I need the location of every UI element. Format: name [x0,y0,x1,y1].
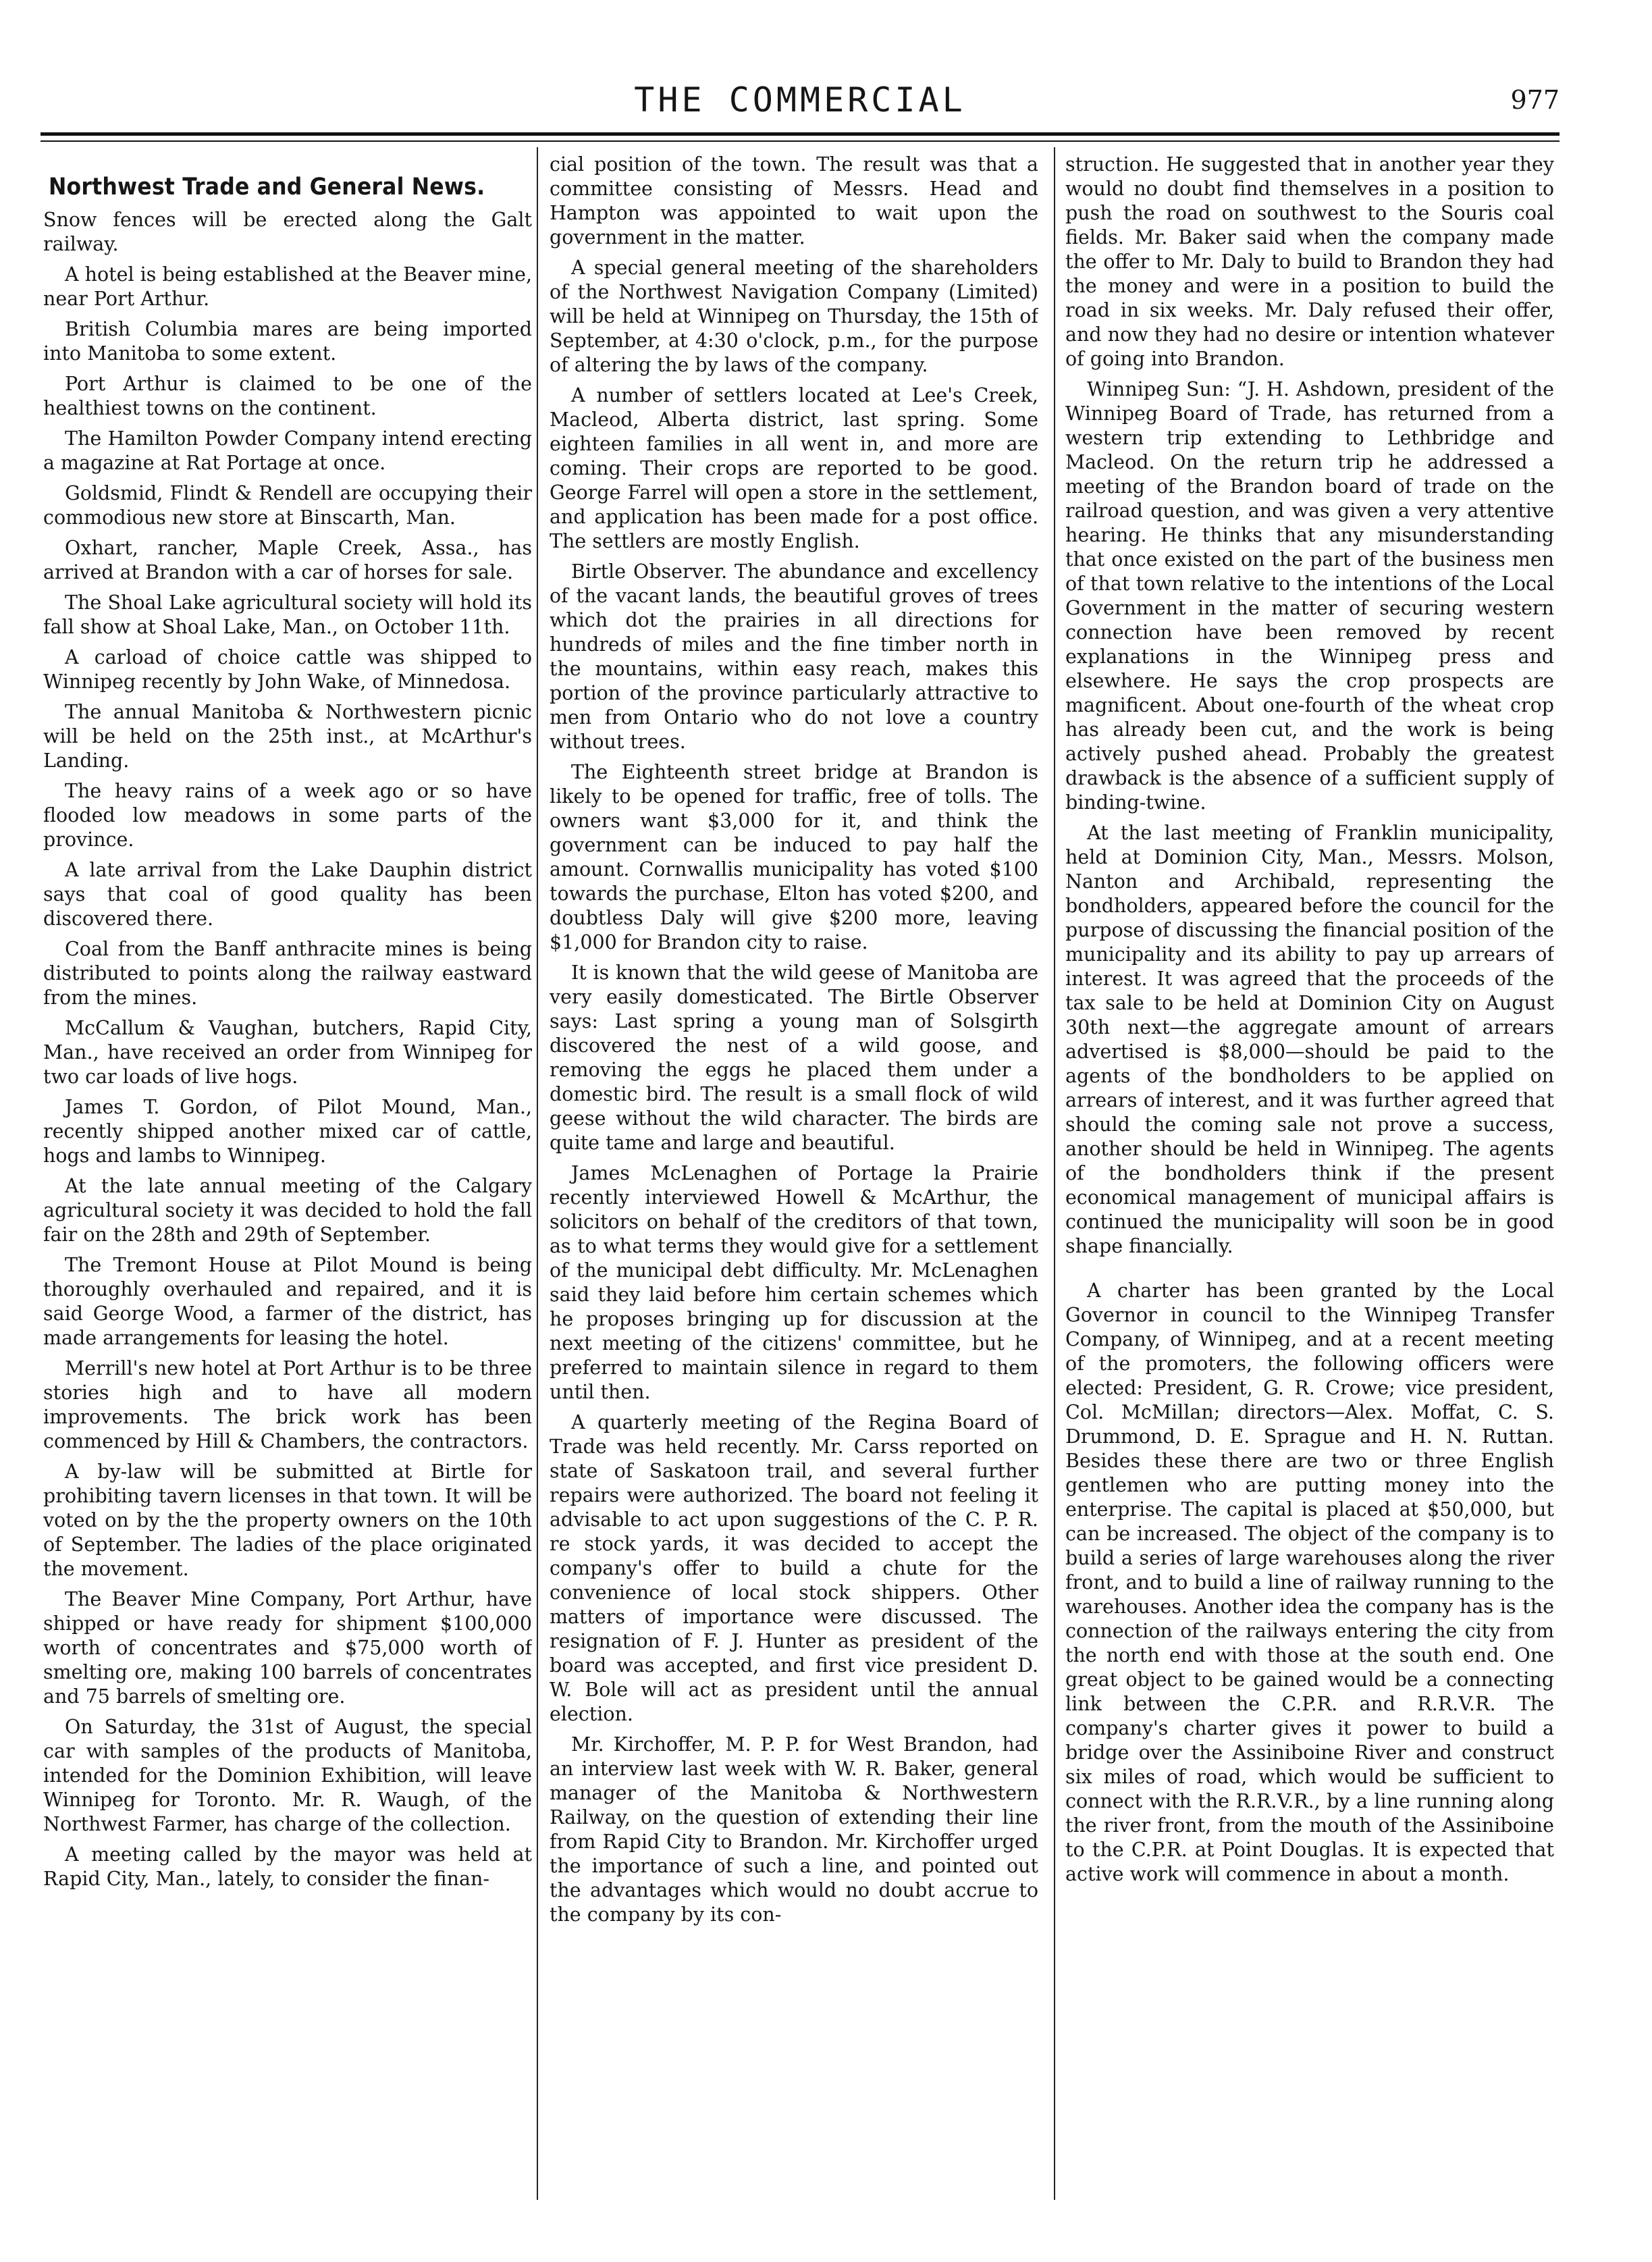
news-item: On Saturday, the 31st of August, the special car with samples of the products of Manitoba, intended for the Dominion Exhibition, will leave Winnipeg for Toronto. Mr. R. Waugh, of the Northwest Farmer, has charge of the collection. [43,1716,532,1835]
column-2 [550,153,1038,2232]
column-divider [537,147,538,2200]
news-item: The Shoal Lake agricultural society will hold its fall show at Shoal Lake, Man., on October 11th. [43,591,532,638]
news-item: Mr. Kirchoffer, M. P. P. for West Brandon, had an interview last week with W. R. Baker, general manager of the Manitoba & Northwestern Railway, on the question of extending their line from Rapid City to Brandon. Mr. Kirchoffer urged the importance of such a line, and pointed out the advantages which would no doubt accrue to the company by its con- [550,1733,1038,1926]
news-item: James T. Gordon, of Pilot Mound, Man., recently shipped another mixed car of cattle, hogs and lambs to Winnipeg. [43,1096,532,1167]
news-item: At the last meeting of Franklin municipality, held at Dominion City, Man., Messrs. Molson, Nanton and Archibald, representing the bondholders, appeared before the council for the purpose of discussing the financial position of the municipality and its ability to pay up arrears of interest. It was agreed that the proceeds of the tax sale to be held at Dominion City on August 30th next—the aggregate amount of arrears advertised is $8,000—should be paid to the agents of the bondholders to be applied on arrears of interest, and it was further agreed that should the coming sale not prove a success, another should be held in Winnipeg. The agents of the bondholders think if the present economical management of municipal affairs is continued the municipality will soon be in good shape financially. [1065,822,1554,1257]
news-item: struction. He suggested that in another year they would no doubt find themselves in a position to push the road on southwest to the Souris coal fields. Mr. Baker said when the company made the offer to Mr. Daly to build to Brandon they had the money and were in a position to build the road in six weeks. Mr. Daly refused their offer, and now they had no desire or intention whatever of going into Brandon. [1065,153,1554,370]
running-title: THE COMMERCIAL [634,80,966,120]
news-item: cial position of the town. The result was that a committee consisting of Messrs. Head and Hampton was appointed to wait upon the government in the matter. [550,153,1038,248]
header-rule-thick [41,132,1560,136]
news-item: Winnipeg Sun: “J. H. Ashdown, president of the Winnipeg Board of Trade, has returned from a western trip extending to Lethbridge and Macleod. On the return trip he addressed a meeting of the Brandon board of trade on the railroad question, and was given a very attentive hearing. He thinks that any misunderstanding that once existed on the part of the business men of that town relative to the intentions of the Local Government in the matter of securing western connection have been removed by recent explanations in the Winnipeg press and elsewhere. He says the crop prospects are magnificent. About one-fourth of the wheat crop has already been cut, and the work is being actively pushed ahead. Probably the greatest drawback is the absence of a sufficient supply of binding-twine. [1065,378,1554,814]
news-item: A by-law will be submitted at Birtle for prohibiting tavern licenses in that town. It will be voted on by the the property owners on the 10th of September. The ladies of the place originated the movement. [43,1461,532,1580]
news-item: Oxhart, rancher, Maple Creek, Assa., has arrived at Brandon with a car of horses for sale. [43,537,532,583]
news-item: The Beaver Mine Company, Port Arthur, have shipped or have ready for shipment $100,000 worth of concentrates and $75,000 worth of smelting ore, making 100 barrels of concentrates and 75 barrels of smelting ore. [43,1588,532,1708]
news-item: A special general meeting of the shareholders of the Northwest Navigation Company (Limited) will be held at Winnipeg on Thursday, the 15th of September, at 4:30 o'clock, p.m., for the purpose of altering the by laws of the company. [550,257,1038,376]
news-item: It is known that the wild geese of Manitoba are very easily domesticated. The Birtle Observer says: Last spring a young man of Solsgirth discovered the nest of a wild goose, and removing the eggs he placed them under a domestic bird. The result is a small flock of wild geese without the wild character. The birds are quite tame and large and beautiful. [550,962,1038,1154]
news-item: At the late annual meeting of the Calgary agricultural society it was decided to hold the fall fair on the 28th and 29th of September. [43,1175,532,1246]
page-number: 977 [1510,85,1560,115]
running-head [41,80,1560,127]
news-item: Birtle Observer. The abundance and excellency of the vacant lands, the beautiful groves of trees which dot the prairies in all directions for hundreds of miles and the fine timber north in the mountains, within easy reach, makes this portion of the province particularly attractive to men from Ontario who do not love a country without trees. [550,560,1038,753]
news-item: Goldsmid, Flindt & Rendell are occupying their commodious new store at Binscarth, Man. [43,482,532,529]
news-item: Snow fences will be erected along the Galt railway. [43,209,532,255]
news-item: A meeting called by the mayor was held at Rapid City, Man., lately, to consider the finan- [43,1843,532,1890]
news-item: British Columbia mares are being imported into Manitoba to some extent. [43,318,532,365]
news-item: The Hamilton Powder Company intend erecting a magazine at Rat Portage at once. [43,427,532,474]
news-item: A hotel is being established at the Beaver mine, near Port Arthur. [43,263,532,310]
section-headline: Northwest Trade and General News. [49,174,485,201]
header-rule-thin [41,140,1560,142]
news-item: Merrill's new hotel at Port Arthur is to be three stories high and to have all modern improvements. The brick work has been commenced by Hill & Chambers, the contractors. [43,1357,532,1452]
news-item: Coal from the Banff anthracite mines is being distributed to points along the railway eastward from the mines. [43,938,532,1009]
news-item: The heavy rains of a week ago or so have flooded low meadows in some parts of the province. [43,780,532,851]
news-item: A quarterly meeting of the Regina Board of Trade was held recently. Mr. Carss reported on state of Saskatoon trail, and several further repairs were authorized. The board not feeling it advisable to act upon suggestions of the C. P. R. re stock yards, it was decided to accept the company's offer to build a chute for the convenience of local stock shippers. Other matters of importance were discussed. The resignation of F. J. Hunter as president of the board was accepted, and first vice president D. W. Bole will act as president until the annual election. [550,1411,1038,1725]
news-item: James McLenaghen of Portage la Prairie recently interviewed Howell & McArthur, the solicitors on behalf of the creditors of that town, as to what terms they would give for a settlement of the municipal debt difficulty. Mr. McLenaghen said they laid before him certain schemes which he proposes bringing up for discussion at the next meeting of the citizens' committee, but he preferred to maintain silence in regard to them until then. [550,1162,1038,1403]
news-item: Port Arthur is claimed to be one of the healthiest towns on the continent. [43,373,532,419]
column-divider [1054,147,1055,2200]
news-item: A charter has been granted by the Local Governor in council to the Winnipeg Transfer Company, of Winnipeg, and at a recent meeting of the promoters, the following officers were elected: President, G. R. Crowe; vice president, Col. McMillan; directors—Alex. Moffat, C. S. Drummond, D. E. Sprague and H. N. Ruttan. Besides these there are two or three English gentlemen who are putting money into the enterprise. The capital is placed at $50,000, but can be increased. The object of the company is to build a series of large warehouses along the river front, and to build a line of railway running to the warehouses. Another idea the company has is the connection of the railways entering the city from the north end with those at the south end. One great object to be gained would be a connecting link between the C.P.R. and R.R.V.R. The company's charter gives it power to build a bridge over the Assiniboine River and construct six miles of road, which would be sufficient to connect with the R.R.V.R., by a line running along the river front, from the mouth of the Assiniboine to the C.P.R. at Point Douglas. It is expected that active work will commence in about a month. [1065,1280,1554,1885]
column-1 [43,153,532,2232]
news-item: A late arrival from the Lake Dauphin district says that coal of good quality has been discovered there. [43,859,532,930]
news-item: McCallum & Vaughan, butchers, Rapid City, Man., have received an order from Winnipeg for two car loads of live hogs. [43,1017,532,1088]
news-item: A carload of choice cattle was shipped to Winnipeg recently by John Wake, of Minnedosa. [43,646,532,693]
news-item: A number of settlers located at Lee's Creek, Macleod, Alberta district, last spring. Some eighteen families in all went in, and more are coming. Their crops are reported to be good. George Farrel will open a store in the settlement, and application has been made for a post office. The settlers are mostly English. [550,384,1038,552]
news-item: The annual Manitoba & Northwestern picnic will be held on the 25th inst., at McArthur's Landing. [43,701,532,772]
news-item: The Eighteenth street bridge at Brandon is likely to be opened for traffic, free of tolls. The owners want $3,000 for it, and think the government can be induced to pay half the amount. Cornwallis municipality has voted $100 towards the purchase, Elton has voted $200, and doubtless Daly will give $200 more, leaving $1,000 for Brandon city to raise. [550,761,1038,953]
column-3 [1065,153,1554,2232]
news-item: The Tremont House at Pilot Mound is being thoroughly overhauled and repaired, and it is said George Wood, a farmer of the district, has made arrangements for leasing the hotel. [43,1254,532,1349]
